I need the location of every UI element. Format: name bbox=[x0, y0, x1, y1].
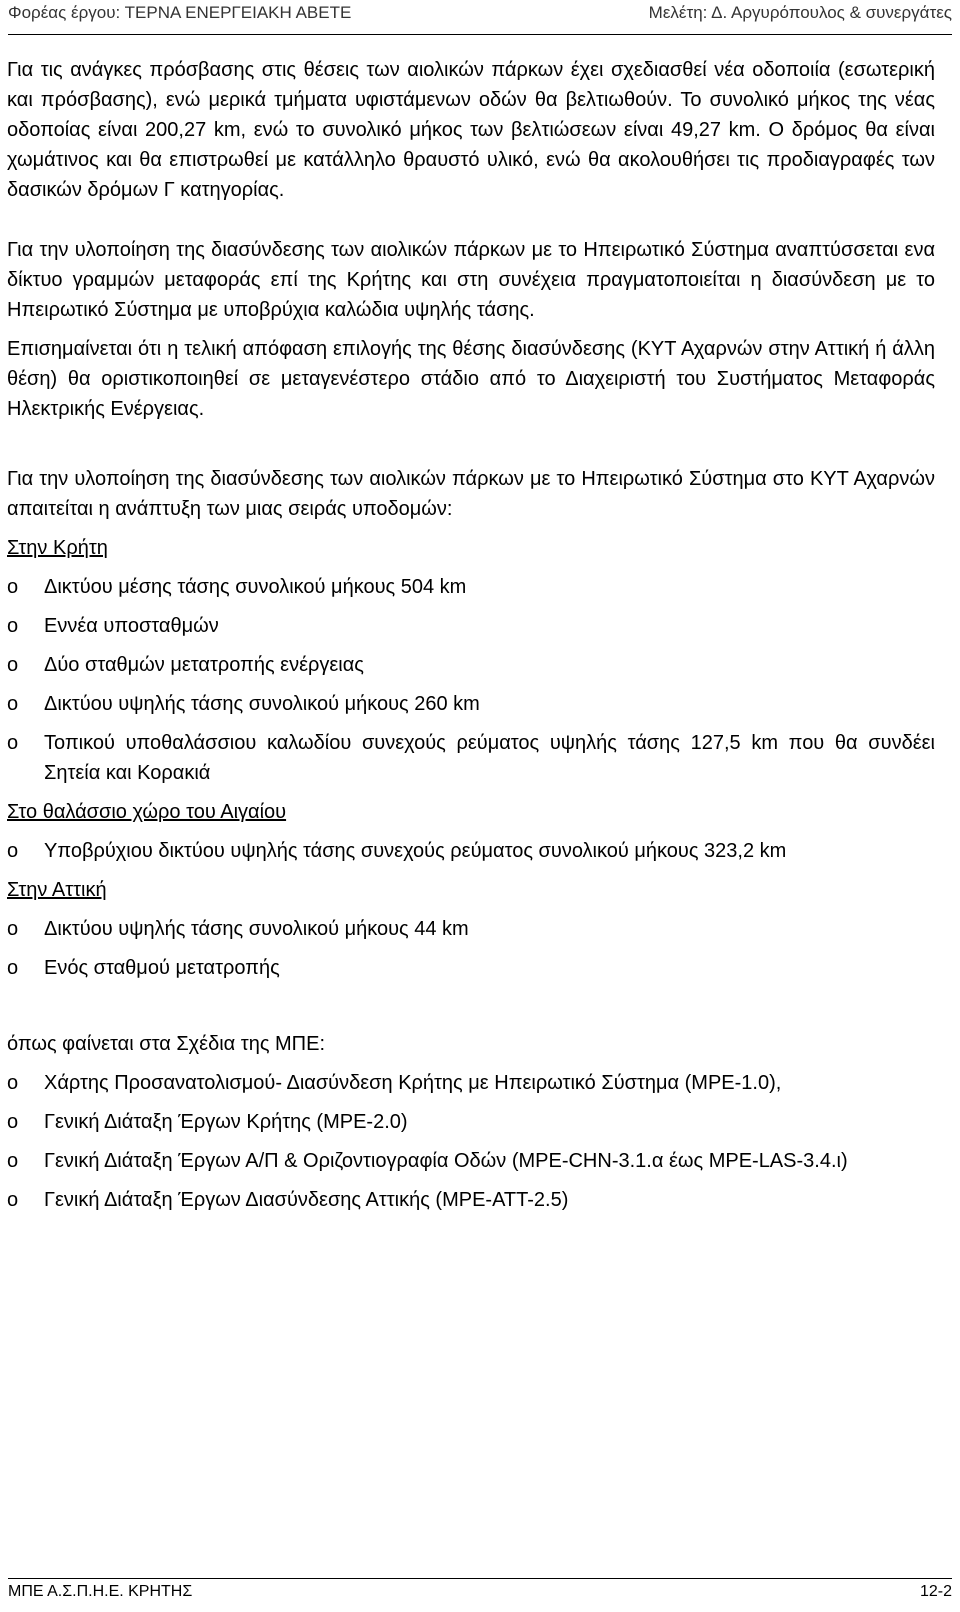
bullet-marker: o bbox=[7, 693, 19, 715]
bullet-marker: o bbox=[7, 840, 19, 862]
paragraph-interconnection: Για την υλοποίηση της διασύνδεσης των αιολικών πάρκων με το Ηπειρωτικό Σύστημα αναπτύσσεται ενα δίκτυο γραμμών μεταφοράς επί της Κρήτης και στη συνέχεια πραγματοποιείται η διασύνδεση με το Ηπειρωτικό Σύστημα με υποβρύχια καλώδια υψηλής τάσης. bbox=[7, 239, 935, 321]
list-crete bbox=[7, 572, 935, 788]
list-item bbox=[7, 689, 935, 719]
heading-aegean: Στο θαλάσσιο χώρο του Αιγαίου bbox=[7, 801, 287, 823]
page-content bbox=[7, 55, 935, 1215]
footer-page-number: 12-2 bbox=[919, 1583, 952, 1600]
bullet-marker: o bbox=[7, 654, 19, 676]
list-aegean bbox=[7, 836, 935, 866]
list-item-text: Υποβρύχιου δικτύου υψηλής τάσης συνεχούς ρεύματος συνολικού μήκους 323,2 km bbox=[44, 840, 787, 862]
list-item-text: Δικτύου υψηλής τάσης συνολικού μήκους 260 km bbox=[44, 693, 480, 715]
list-plans bbox=[7, 1068, 935, 1215]
bullet-marker: o bbox=[7, 918, 19, 940]
list-item bbox=[7, 1068, 935, 1098]
list-item bbox=[7, 1107, 935, 1137]
heading-crete: Στην Κρήτη bbox=[7, 537, 108, 559]
list-item-text: Γενική Διάταξη Έργων Κρήτης (MPE-2.0) bbox=[44, 1111, 408, 1133]
page-header bbox=[8, 0, 952, 35]
header-project-owner: Φορέας έργου: ΤΕΡΝΑ ΕΝΕΡΓΕΙΑΚΗ ΑΒΕΤΕ bbox=[8, 3, 352, 22]
paragraph-infrastructure-intro: Για την υλοποίηση της διασύνδεσης των αιολικών πάρκων με το Ηπειρωτικό Σύστημα στο ΚΥΤ Αχαρνών απαιτείται η ανάπτυξη των μιας σειράς υποδομών: bbox=[7, 468, 935, 520]
list-item bbox=[7, 836, 935, 866]
list-item-text: Δύο σταθμών μετατροπής ενέργειας bbox=[44, 654, 364, 676]
paragraph-connection-point: Επισημαίνεται ότι η τελική απόφαση επιλογής της θέσης διασύνδεσης (ΚΥΤ Αχαρνών στην Αττική ή άλλη θέση) θα οριστικοποιηθεί σε μεταγενέστερο στάδιο από το Διαχειριστή του Συστήματος Μεταφοράς Ηλεκτρικής Ενέργειας. bbox=[7, 338, 935, 420]
list-item bbox=[7, 953, 935, 983]
bullet-marker: o bbox=[7, 1111, 19, 1133]
list-item bbox=[7, 728, 935, 788]
list-item-text: Γενική Διάταξη Έργων Α/Π & Οριζοντιογραφία Οδών (MPE-CHN-3.1.α έως MPE-LAS-3.4.ι) bbox=[44, 1150, 848, 1172]
bullet-marker: o bbox=[7, 615, 19, 637]
list-attica bbox=[7, 914, 935, 983]
list-item-text: Ενός σταθμού μετατροπής bbox=[44, 957, 280, 979]
heading-attica: Στην Αττική bbox=[7, 879, 107, 901]
list-item-text: Εννέα υποσταθμών bbox=[44, 615, 219, 637]
list-item bbox=[7, 650, 935, 680]
list-item-text: Τοπικού υποθαλάσσιου καλωδίου συνεχούς ρεύματος υψηλής τάσης 127,5 km που θα συνδέει Σητεία και Κορακιά bbox=[44, 732, 935, 784]
list-item-text: Χάρτης Προσανατολισμού- Διασύνδεση Κρήτης με Ηπειρωτικό Σύστημα (MPE-1.0), bbox=[44, 1072, 782, 1094]
header-study-author: Μελέτη: Δ. Αργυρόπουλος & συνεργάτες bbox=[648, 3, 952, 22]
list-item bbox=[7, 1185, 935, 1215]
list-item-text: Δικτύου μέσης τάσης συνολικού μήκους 504 km bbox=[44, 576, 467, 598]
list-item-text: Γενική Διάταξη Έργων Διασύνδεσης Αττικής (MPE-ATT-2.5) bbox=[44, 1189, 569, 1211]
list-item bbox=[7, 1146, 935, 1176]
bullet-marker: o bbox=[7, 1072, 19, 1094]
bullet-marker: o bbox=[7, 576, 19, 598]
bullet-marker: o bbox=[7, 1150, 19, 1172]
bullet-marker: o bbox=[7, 1189, 19, 1211]
paragraph-roads: Για τις ανάγκες πρόσβασης στις θέσεις των αιολικών πάρκων έχει σχεδιασθεί νέα οδοποιία (εσωτερική και πρόσβασης), ενώ μερικά τμήματα υφιστάμενων οδών θα βελτιωθούν. Το συνολικό μήκος της νέας οδοποίας είναι 200,27 km, ενώ το συνολικό μήκος των βελτιώσεων είναι 49,27 km. Ο δρόμος θα είναι χωμάτινος και θα επιστρωθεί με κατάλληλο θραυστό υλικό, ενώ θα ακολουθήσει τις προδιαγραφές των δασικών δρόμων Γ κατηγορίας. bbox=[7, 59, 935, 201]
footer-document-title: ΜΠΕ Α.Σ.Π.Η.Ε. ΚΡΗΤΗΣ bbox=[8, 1583, 193, 1600]
bullet-marker: o bbox=[7, 732, 19, 754]
page-footer bbox=[8, 1578, 952, 1607]
paragraph-plans-intro: όπως φαίνεται στα Σχέδια της ΜΠΕ: bbox=[7, 1033, 326, 1055]
list-item-text: Δικτύου υψηλής τάσης συνολικού μήκους 44 km bbox=[44, 918, 469, 940]
list-item bbox=[7, 914, 935, 944]
list-item bbox=[7, 611, 935, 641]
bullet-marker: o bbox=[7, 957, 19, 979]
list-item bbox=[7, 572, 935, 602]
